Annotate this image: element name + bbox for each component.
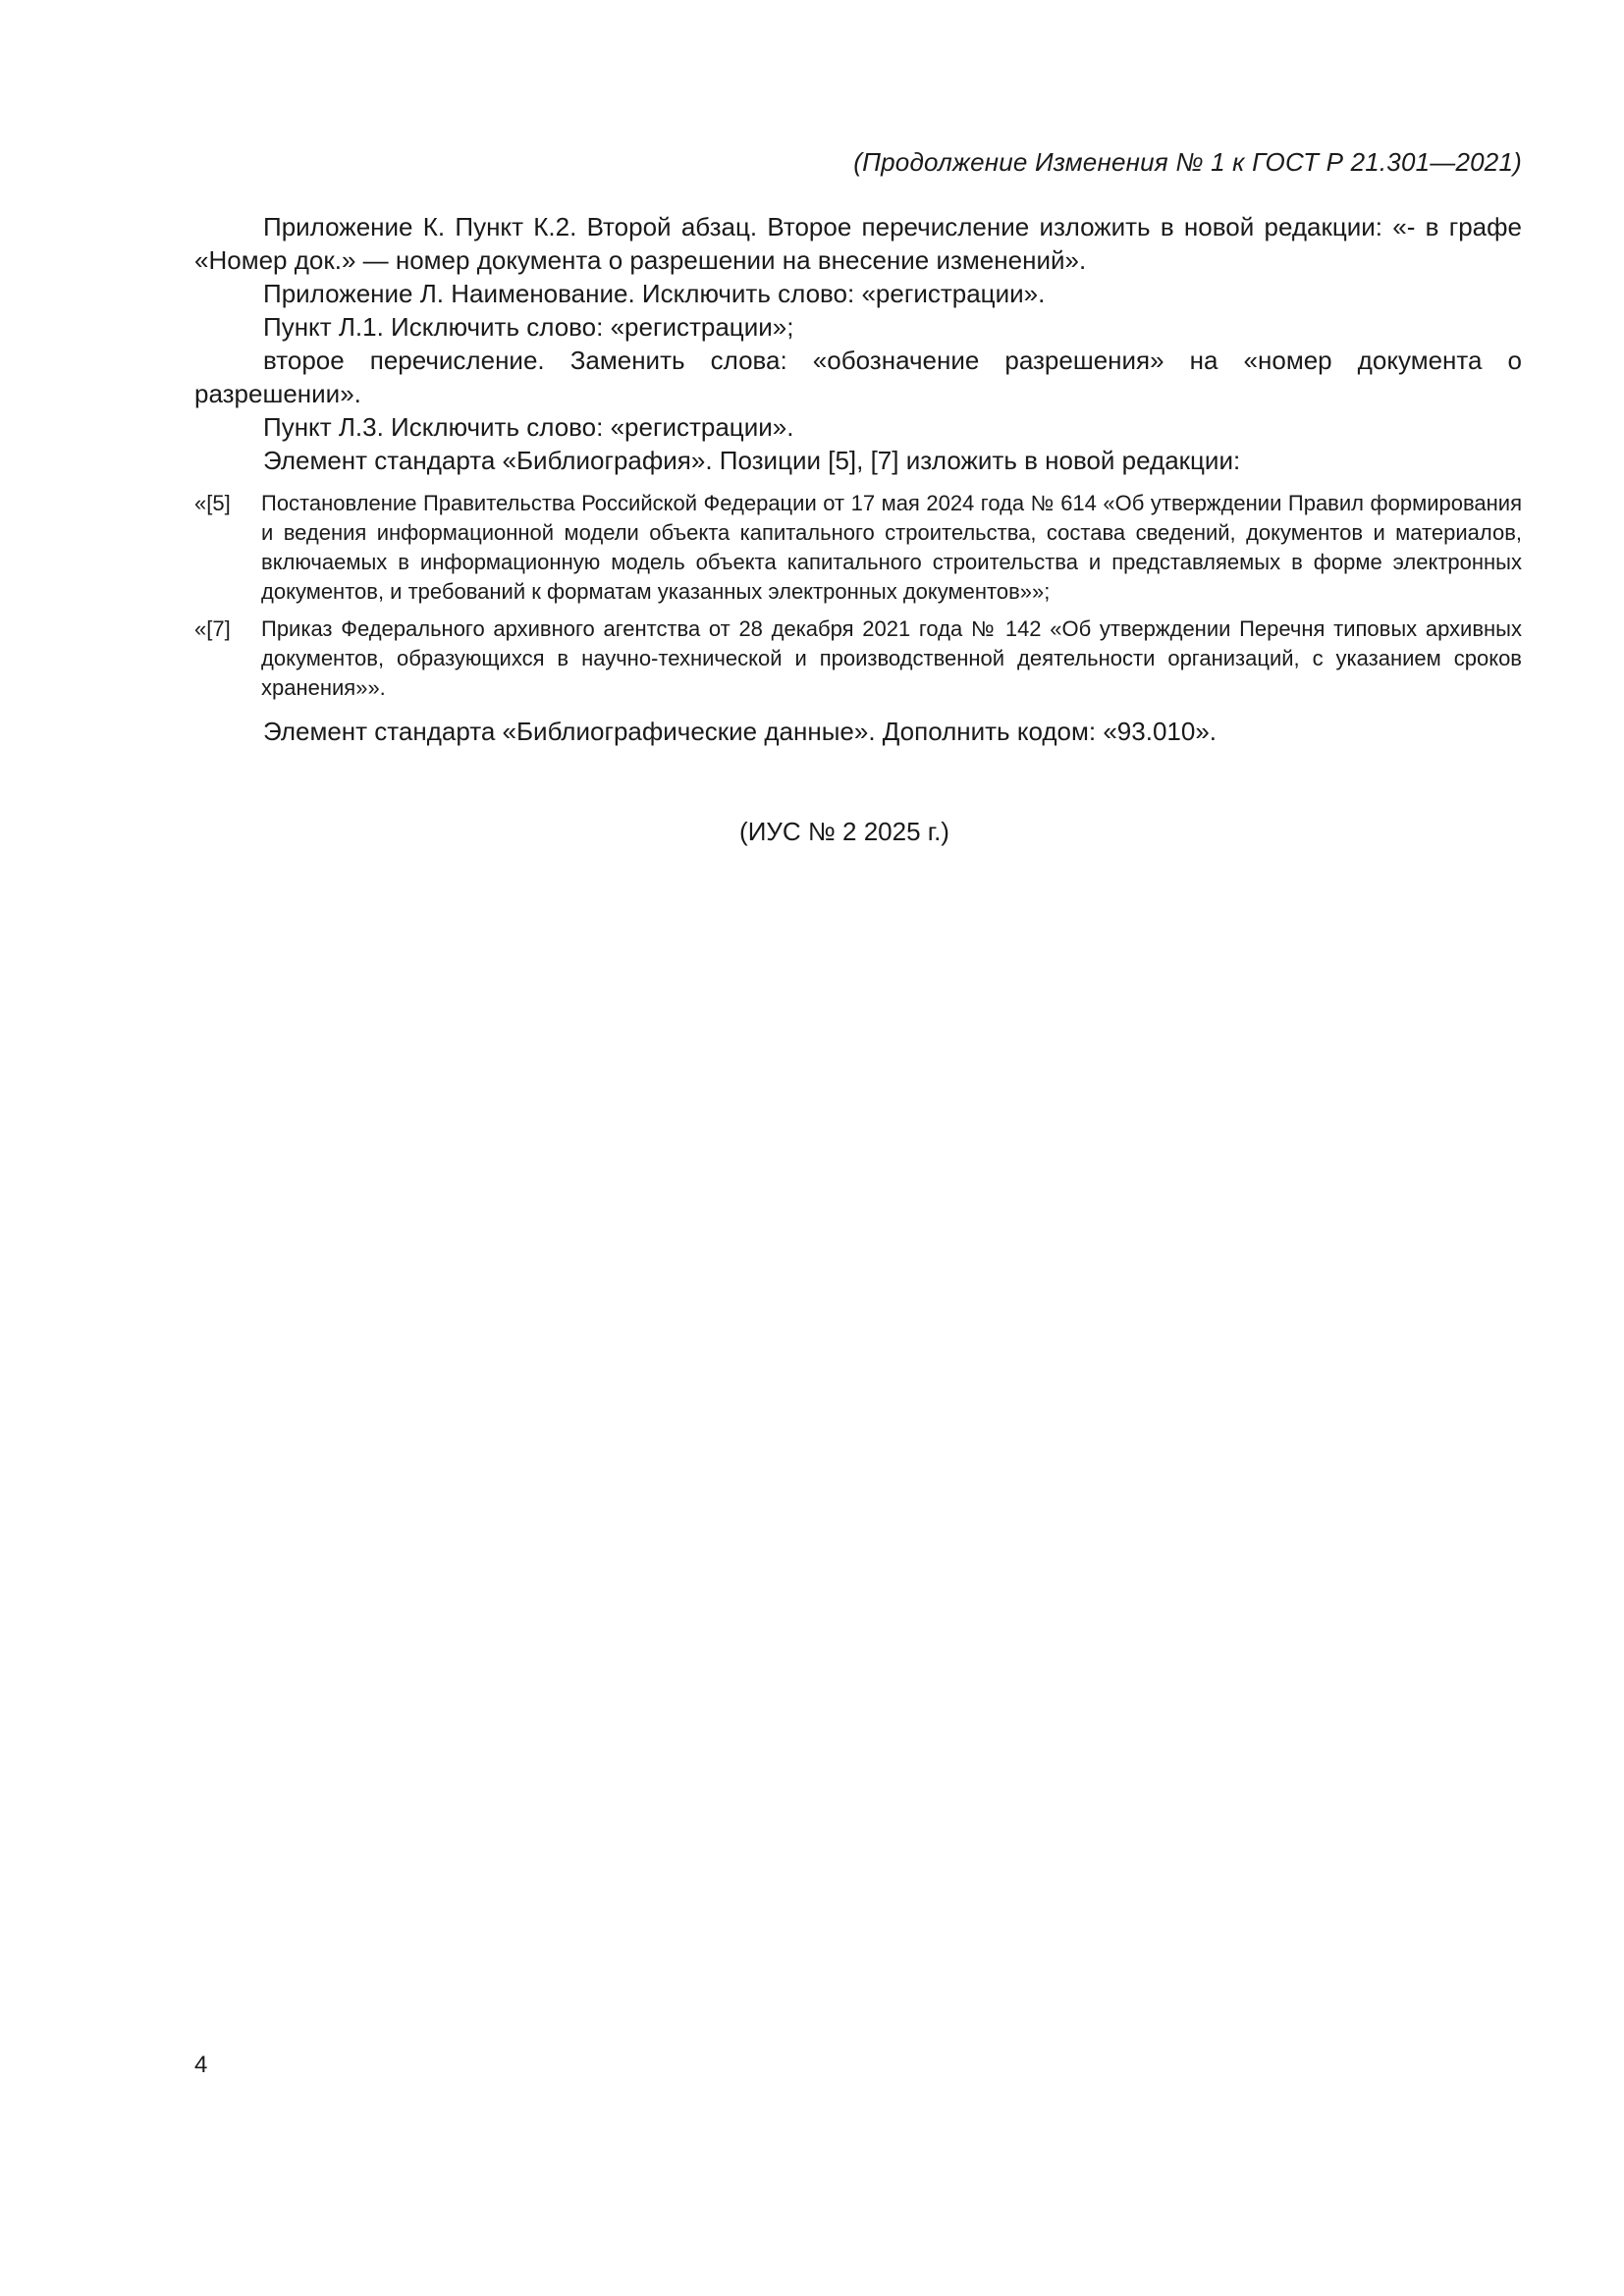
paragraph-appendix-l-title: Приложение Л. Наименование. Исключить слово: «регистрации». bbox=[263, 279, 1046, 308]
bibliography-number: «[7] bbox=[194, 616, 231, 641]
ius-reference: (ИУС № 2 2025 г.) bbox=[739, 817, 949, 846]
bibliography-item bbox=[194, 489, 1522, 607]
paragraph-appendix-k: Приложение К. Пункт К.2. Второй абзац. Второе перечисление изложить в новой редакции: «- в графе «Номер док.» — номер документа о разрешении на внесение изменений». bbox=[194, 212, 1522, 275]
bibliography-text: Постановление Правительства Российской Федерации от 17 мая 2024 года № 614 «Об утверждении Правил формирования и ведения информационной модели объекта капитального строительства, состава сведений, документов и материалов, включаемых в информационную модель объекта капитального строительства и представляемых в форме электронных документов, и требований к форматам указанных электронных документов»»; bbox=[261, 491, 1522, 604]
paragraph-l3: Пункт Л.3. Исключить слово: «регистрации». bbox=[263, 412, 794, 442]
paragraph-bibliographic-data: Элемент стандарта «Библиографические данные». Дополнить кодом: «93.010». bbox=[263, 717, 1218, 746]
bibliography-text: Приказ Федерального архивного агентства от 28 декабря 2021 года № 142 «Об утверждении Перечня типовых архивных документов, образующихся в научно-технической и производственной деятельности организаций, с указанием сроков хранения»». bbox=[261, 616, 1522, 700]
bibliography-item bbox=[194, 614, 1522, 703]
bibliography-list bbox=[194, 489, 1522, 703]
page-number: 4 bbox=[194, 2052, 208, 2078]
paragraph-second-enumeration: второе перечисление. Заменить слова: «обозначение разрешения» на «номер документа о разрешении». bbox=[194, 346, 1522, 408]
bibliography-number: «[5] bbox=[194, 491, 231, 515]
document-body bbox=[194, 210, 1522, 748]
paragraph-bibliography-intro: Элемент стандарта «Библиография». Позиции [5], [7] изложить в новой редакции: bbox=[263, 446, 1241, 475]
paragraph-l1: Пункт Л.1. Исключить слово: «регистрации»; bbox=[263, 312, 794, 342]
continuation-header: (Продолжение Изменения № 1 к ГОСТ Р 21.301—2021) bbox=[853, 147, 1522, 177]
